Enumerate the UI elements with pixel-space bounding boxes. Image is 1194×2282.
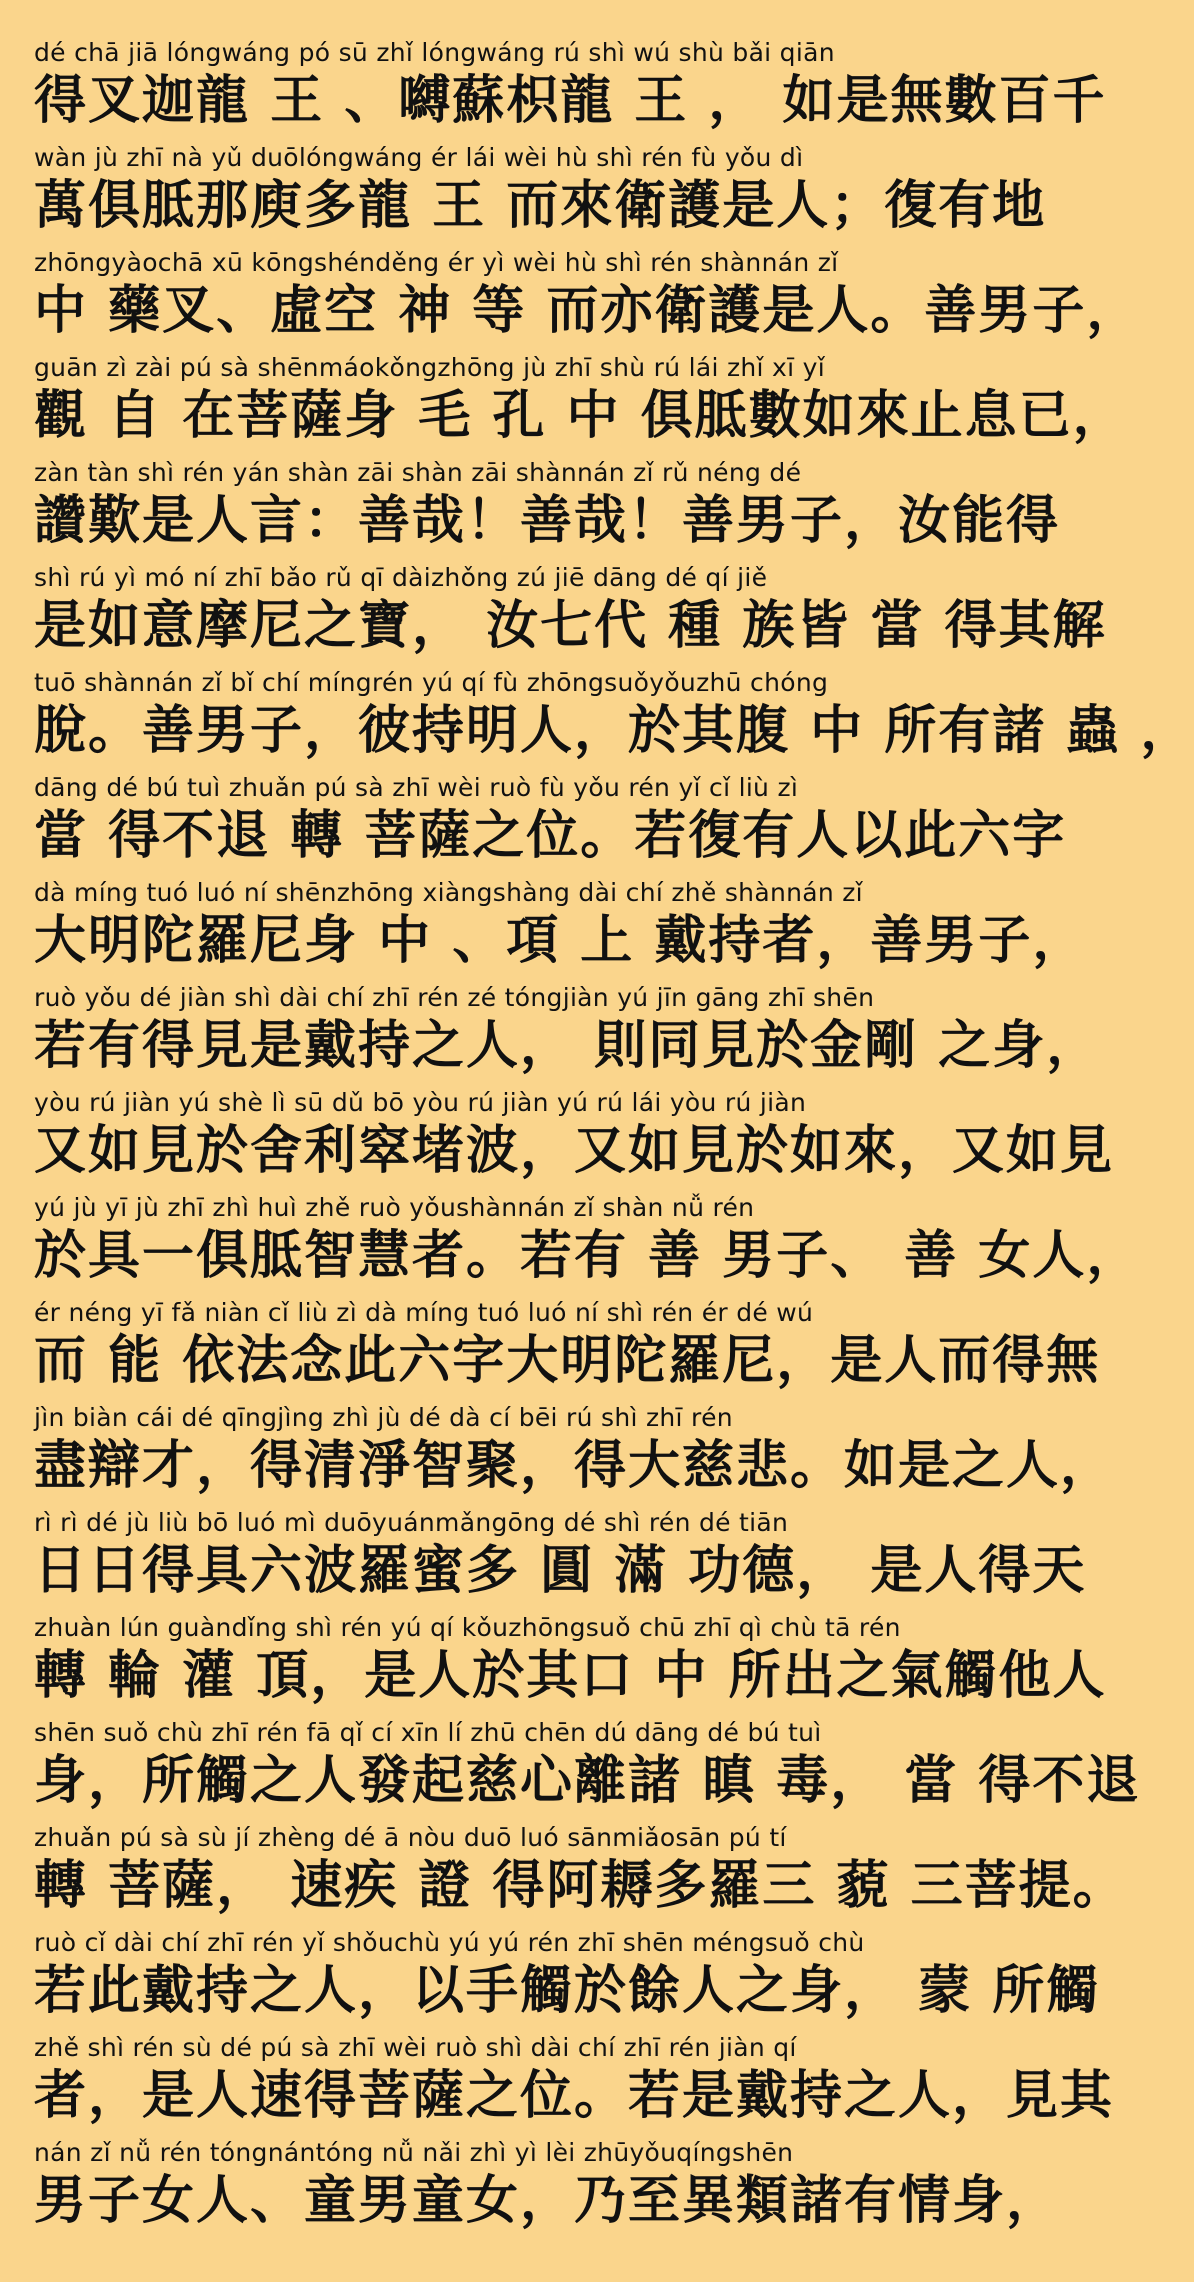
chinese-text: 盡辯才，得清淨智聚，得大慈悲。如是之人， (34, 1436, 1115, 1496)
verse-line (0, 773, 1080, 878)
verse-line (0, 1193, 1141, 1298)
verse-line (0, 563, 1107, 668)
verse-line (0, 143, 1080, 248)
pinyin-text: zàn tàn shì rén yán shàn zāi shàn zāi shànnán zǐ rǔ néng dé (34, 458, 802, 487)
pinyin-text: shì rú yì mó ní zhī bǎo rǔ qī dàizhǒng zú jiē dāng dé qí jiě (34, 563, 768, 592)
pinyin-text: dà míng tuó luó ní shēnzhōng xiàngshàng dài chí zhě shànnán zǐ (34, 878, 863, 907)
verse-line (0, 1403, 1115, 1508)
verse-line (0, 1298, 1101, 1403)
chinese-text: 而 能 依法念此六字大明陀羅尼，是人而得無 (34, 1331, 1101, 1391)
chinese-text: 又如見於舍利窣堵波，又如見於如來，又如見 (34, 1121, 1115, 1181)
pinyin-text: ruò yǒu dé jiàn shì dài chí zhī rén zé tóngjiàn yú jīn gāng zhī shēn (34, 983, 875, 1012)
chinese-text: 脫。善男子，彼持明人，於其腹 中 所有諸 蟲 ， (34, 701, 1194, 761)
chinese-text: 男子女人、童男童女，乃至異類諸有情身， (34, 2171, 1061, 2231)
pinyin-text: wàn jù zhī nà yǔ duōlóngwáng ér lái wèi hù shì rén fù yǒu dì (34, 143, 804, 172)
pinyin-text: jìn biàn cái dé qīngjìng zhì jù dé dà cí bēi rú shì zhī rén (34, 1403, 733, 1432)
pinyin-text: dāng dé bú tuì zhuǎn pú sà zhī wèi ruò fù yǒu rén yǐ cǐ liù zì (34, 773, 799, 802)
pinyin-text: dé chā jiā lóngwáng pó sū zhǐ lóngwáng rú shì wú shù bǎi qiān (34, 38, 835, 67)
chinese-text: 若此戴持之人，以手觸於餘人之身， 蒙 所觸 (34, 1961, 1101, 2021)
verse-line (0, 668, 1194, 773)
chinese-text: 者，是人速得菩薩之位。若是戴持之人，見其 (34, 2066, 1115, 2126)
pinyin-text: zhōngyàochā xū kōngshénděng ér yì wèi hù shì rén shànnán zǐ (34, 248, 839, 277)
chinese-text: 萬俱胝那庾多龍 王 而來衛護是人；復有地 (34, 176, 1047, 236)
chinese-text: 觀 自 在菩薩身 毛 孔 中 俱胝數如來止息已， (34, 386, 1127, 446)
pinyin-text: yòu rú jiàn yú shè lì sū dǔ bō yòu rú jiàn yú rú lái yòu rú jiàn (34, 1088, 807, 1117)
chinese-text: 身，所觸之人發起慈心離諸 瞋 毒， 當 得不退 (34, 1751, 1141, 1811)
pinyin-text: yú jù yī jù zhī zhì huì zhě ruò yǒushànnán zǐ shàn nǚ rén (34, 1193, 755, 1222)
chinese-text: 得叉迦龍 王 、嚩蘇枳龍 王 ， 如是無數百千 (34, 71, 1107, 131)
pinyin-text: nán zǐ nǚ rén tóngnántóng nǚ nǎi zhì yì lèi zhūyǒuqíngshēn (34, 2138, 794, 2167)
verse-line (0, 2033, 1115, 2138)
verse-line (0, 983, 1101, 1088)
chinese-text: 轉 輪 灌 頂，是人於其口 中 所出之氣觸他人 (34, 1646, 1107, 1706)
pinyin-text: zhuàn lún guàndǐng shì rén yú qí kǒuzhōngsuǒ chū zhī qì chù tā rén (34, 1613, 901, 1642)
pinyin-text: guān zì zài pú sà shēnmáokǒngzhōng jù zhī shù rú lái zhǐ xī yǐ (34, 353, 825, 382)
pinyin-text: shēn suǒ chù zhī rén fā qǐ cí xīn lí zhū chēn dú dāng dé bú tuì (34, 1718, 822, 1747)
chinese-text: 轉 菩薩， 速疾 證 得阿耨多羅三 藐 三菩提。 (34, 1856, 1127, 1916)
verse-line (0, 38, 1107, 143)
verse-line (0, 248, 1141, 353)
pinyin-text: rì rì dé jù liù bō luó mì duōyuánmǎngōng dé shì rén dé tiān (34, 1508, 789, 1537)
pinyin-text: ruò cǐ dài chí zhī rén yǐ shǒuchù yú yú rén zhī shēn méngsuǒ chù (34, 1928, 865, 1957)
verse-line (0, 1088, 1115, 1193)
chinese-text: 讚歎是人言：善哉！善哉！善男子，汝能得 (34, 491, 1061, 551)
chinese-text: 是如意摩尼之寶， 汝七代 種 族皆 當 得其解 (34, 596, 1107, 656)
pinyin-text: zhuǎn pú sà sù jí zhèng dé ā nòu duō luó sānmiǎosān pú tí (34, 1823, 787, 1852)
verse-line (0, 1823, 1127, 1928)
chinese-text: 中 藥叉、虛空 神 等 而亦衛護是人。善男子， (34, 281, 1141, 341)
verse-line (0, 1613, 1107, 1718)
verse-line (0, 1508, 1087, 1613)
verse-line (0, 2138, 1080, 2243)
pinyin-text: tuō shànnán zǐ bǐ chí míngrén yú qí fù zhōngsuǒyǒuzhū chóng (34, 668, 829, 697)
chinese-text: 於具一俱胝智慧者。若有 善 男子、 善 女人， (34, 1226, 1141, 1286)
chinese-text: 日日得具六波羅蜜多 圓 滿 功德， 是人得天 (34, 1541, 1087, 1601)
pinyin-text: ér néng yī fǎ niàn cǐ liù zì dà míng tuó luó ní shì rén ér dé wú (34, 1298, 814, 1327)
chinese-text: 若有得見是戴持之人， 則同見於金剛 之身， (34, 1016, 1101, 1076)
verse-line (0, 1928, 1101, 2033)
verse-line (0, 353, 1127, 458)
chinese-text: 當 得不退 轉 菩薩之位。若復有人以此六字 (34, 806, 1067, 866)
verse-line (0, 1718, 1141, 1823)
verse-line (0, 878, 1087, 983)
verse-line (0, 458, 1080, 563)
chinese-text: 大明陀羅尼身 中 、項 上 戴持者，善男子， (34, 911, 1087, 971)
pinyin-text: zhě shì rén sù dé pú sà zhī wèi ruò shì dài chí zhī rén jiàn qí (34, 2033, 797, 2062)
